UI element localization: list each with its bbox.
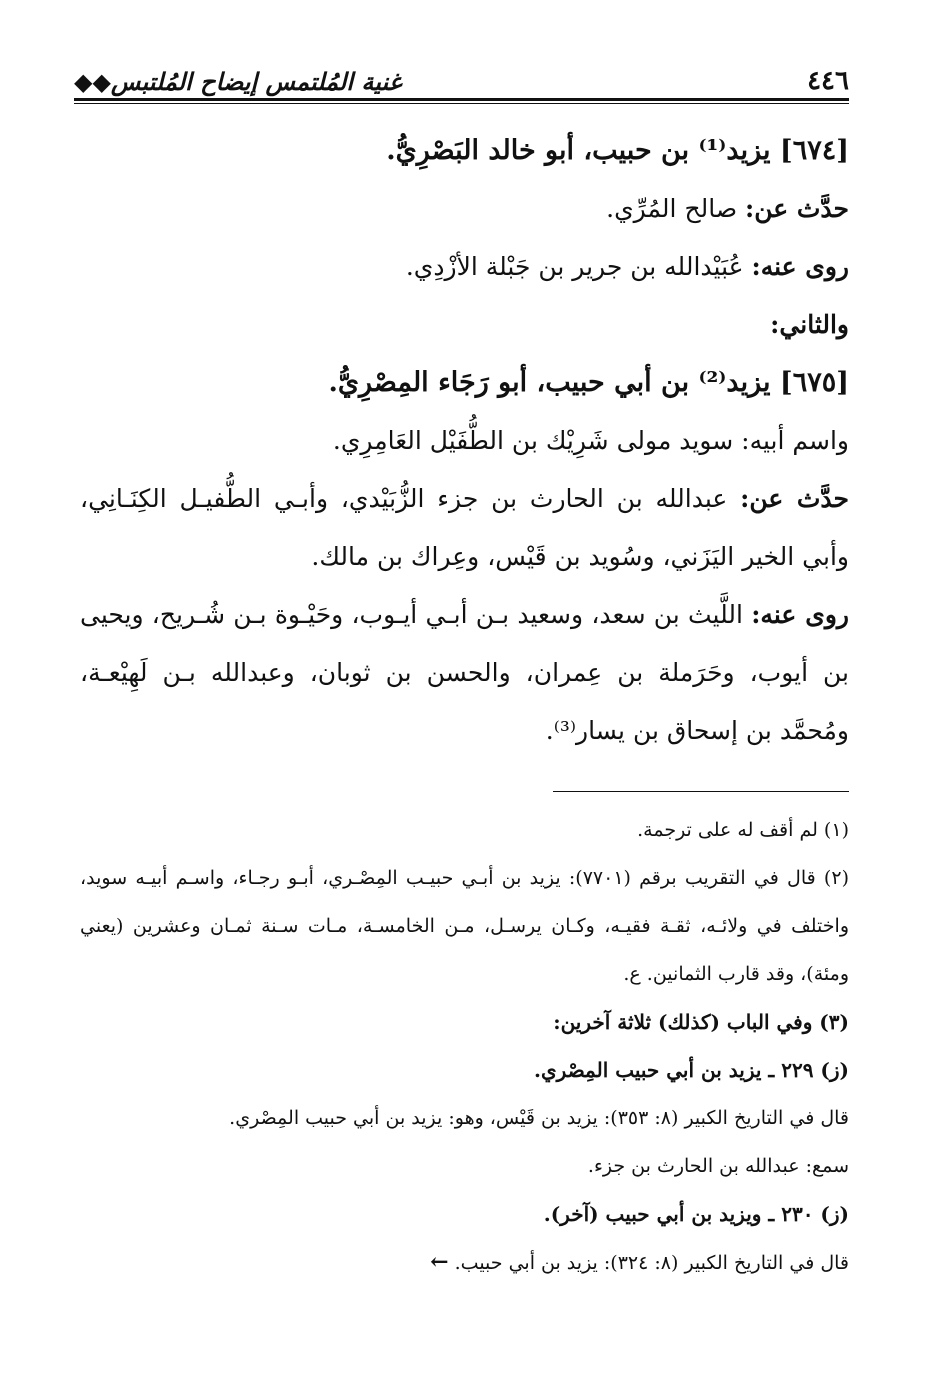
header-rule-thin — [74, 103, 849, 104]
footnote-1: (١) لم أقف له على ترجمة. — [637, 819, 849, 841]
addition-230-source — [80, 1238, 849, 1287]
addition-229-heading: (ز) ٢٢٩ ـ يزيد بن أبي حبيب المِصْري. — [534, 1058, 849, 1082]
entry-674-narrated-from — [80, 180, 849, 238]
header-rule — [74, 98, 849, 101]
addition-229-source: قال في التاريخ الكبير (٨: ٣٥٣): يزيد بن قَيْس، وهو: يزيد بن أبي حبيب المِصْري. — [229, 1107, 849, 1129]
narrated-from-text: عبدالله بن الحارث بن جزء الزُّبَيْدي، وأبـي الطُّفيـل الكِنَـانِي، وأبي الخير اليَزَني، وسُويد بن قَيْس، وعِراك بن مالك. — [80, 484, 849, 571]
page-header — [74, 50, 849, 96]
footnotes — [80, 806, 849, 1287]
entry-674-narrated-by — [80, 238, 849, 296]
addition-230-source-text: قال في التاريخ الكبير (٨: ٣٢٤): يزيد بن أبي حبيب. — [454, 1252, 849, 1274]
entry-675-narrated-by — [80, 586, 849, 760]
running-title: غنية المُلتمس إيضاح المُلتبس◆◆ — [74, 67, 402, 96]
second-label: والثاني: — [770, 310, 849, 339]
footnote-separator — [553, 791, 849, 792]
label-narrated-from: حدَّث عن: — [740, 484, 849, 513]
main-text — [80, 122, 849, 760]
page-number: ٤٤٦ — [807, 66, 849, 96]
entry-675-narrated-from — [80, 470, 849, 586]
entry-675-heading: [٦٧٥] يزيد⁽²⁾ بن أبي حبيب، أبو رَجَاء المِصْرِيُّ. — [328, 367, 849, 398]
label-narrated-by: روى عنه: — [751, 600, 849, 629]
footnote-2: (٢) قال في التقريب برقم (٧٧٠١): يزيد بن أبـي حبيـب المِصْـري، أبـو رجـاء، واسـم أبيـه سويد، واختلف في ولائـه، ثقـة فقيـه، وكـان يرسـل، مـن الخامسـة، مـات سـنة ثمـان وعشرين (يعني ومئة)، وقد قارب الثمانين. ع. — [80, 867, 849, 985]
narrated-by-text: عُبَيْدالله بن جرير بن جَبْلة الأزْدِي. — [405, 252, 752, 281]
entry-675-father-name: واسم أبيه: سويد مولى شَرِيْك بن الطُّفَيْل العَامِرِي. — [332, 426, 849, 455]
narrated-from-text: صالح المُرِّي. — [606, 194, 745, 223]
label-narrated-from: حدَّث عن: — [745, 194, 849, 223]
addition-230-heading: (ز) ٢٣٠ ـ ويزيد بن أبي حبيب (آخر). — [543, 1202, 849, 1226]
narrated-by-text: اللَّيث بن سعد، وسعيد بـن أبـي أيـوب، وحَيْـوة بـن شُـريح، ويحيى بن أيوب، وحَرَملة بن عِمران، والحسن بن ثوبان، وعبدالله بـن لَهِيْعـة، ومُحمَّد بن إسحاق بن يسار⁽³⁾. — [80, 600, 849, 745]
entry-674-heading: [٦٧٤] يزيد⁽¹⁾ بن حبيب، أبو خالد البَصْرِيُّ. — [386, 135, 849, 166]
continue-arrow-icon: ← — [430, 1249, 449, 1275]
footnote-3-heading: (٣) وفي الباب (كذلك) ثلاثة آخرين: — [553, 1010, 849, 1034]
addition-229-heard: سمع: عبدالله بن الحارث بن جزء. — [587, 1155, 849, 1177]
label-narrated-by: روى عنه: — [751, 252, 849, 281]
